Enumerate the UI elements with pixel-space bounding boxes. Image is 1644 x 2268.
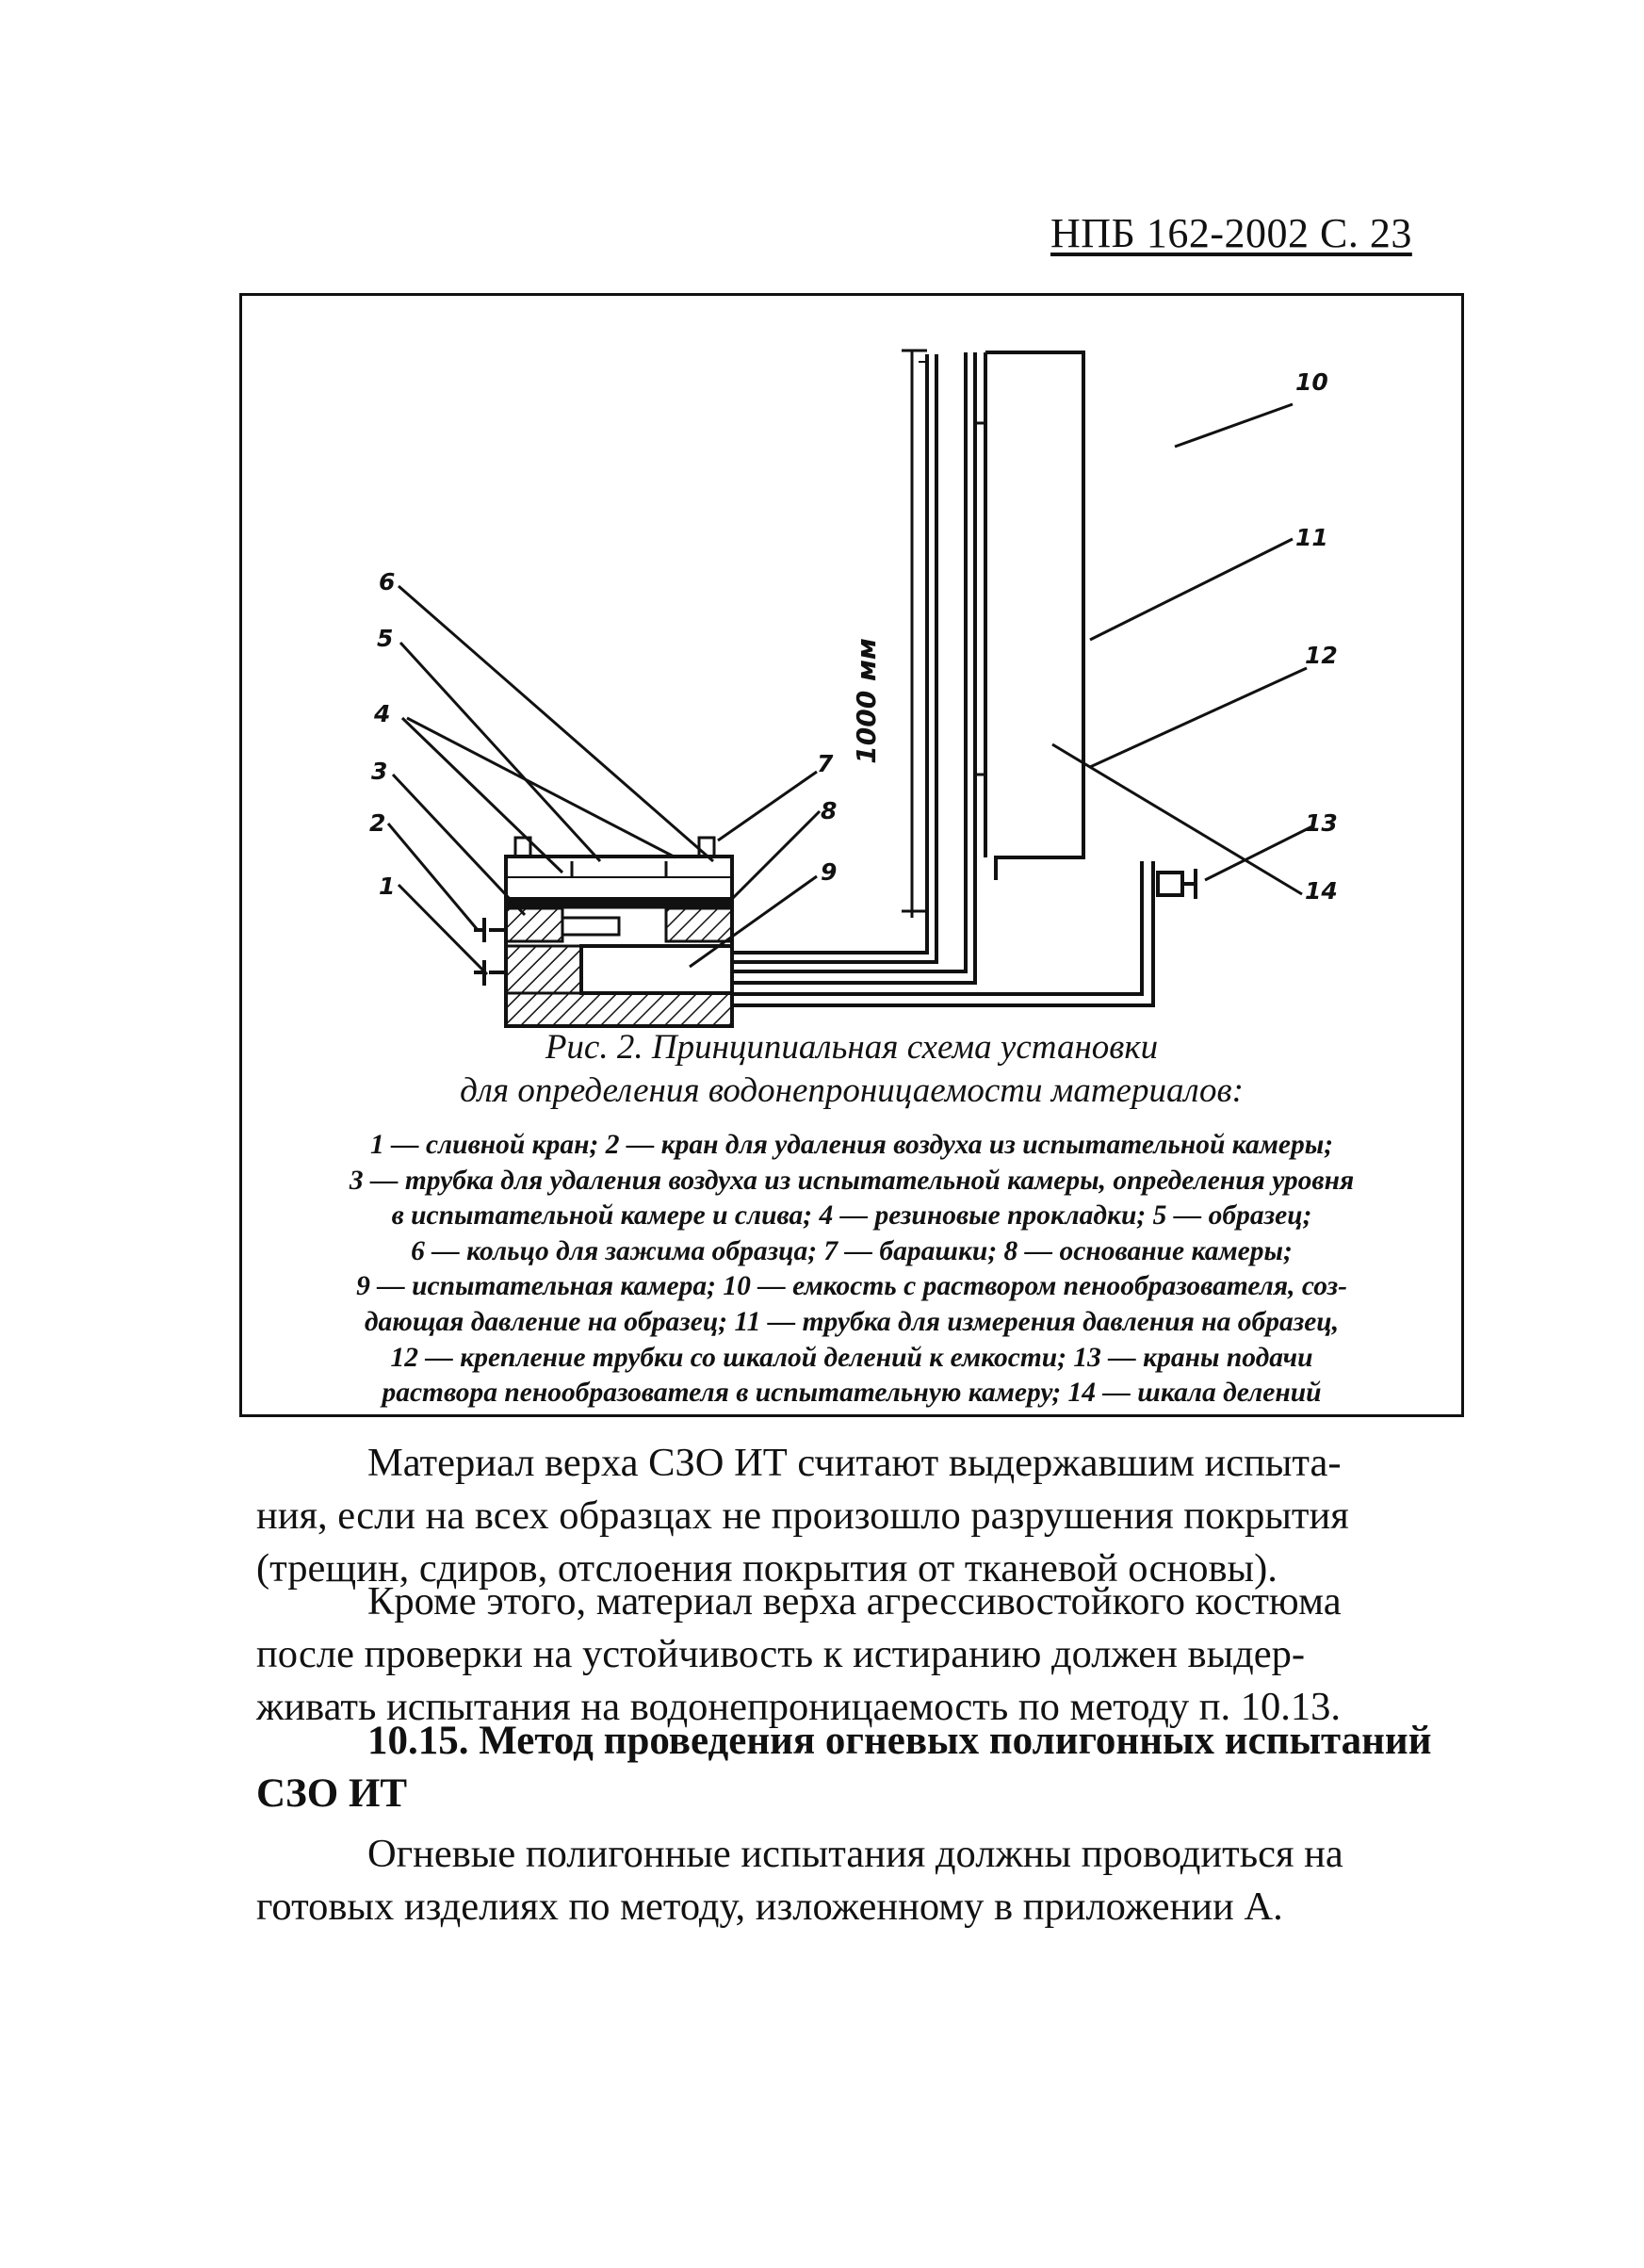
paragraph-3 <box>256 1828 1434 1934</box>
callout-6: 6 <box>379 568 396 596</box>
paragraph-line: Огневые полигонные испытания должны проводиться на <box>367 1832 1343 1876</box>
callout-12: 12 <box>1305 642 1338 669</box>
callout-14: 14 <box>1305 877 1338 905</box>
callout-1: 1 <box>379 873 396 900</box>
callout-10: 10 <box>1295 368 1328 396</box>
foam-solution-tank-10 <box>975 352 1083 880</box>
callout-13: 13 <box>1305 809 1338 837</box>
paragraph-2 <box>256 1575 1434 1734</box>
legend-line: 6 — кольцо для зажима образца; 7 — барашки; 8 — основание камеры; <box>411 1235 1293 1266</box>
callout-7: 7 <box>817 750 834 777</box>
paragraph-line: после проверки на устойчивость к истиранию должен выдер- <box>256 1632 1306 1676</box>
legend-line: 3 — трубка для удаления воздуха из испытательной камеры, определения уровня <box>349 1165 1355 1196</box>
callout-4: 4 <box>374 700 391 727</box>
callout-9: 9 <box>821 858 838 886</box>
supply-valve-13 <box>1158 869 1196 899</box>
legend-line: в испытательной камере и слива; 4 — резиновые прокладки; 5 — образец; <box>391 1200 1312 1232</box>
figure-caption <box>242 1026 1461 1113</box>
legend-line: дающая давление на образец; 11 — трубка для измерения давления на образец, <box>364 1306 1340 1337</box>
callout-3: 3 <box>371 758 388 785</box>
figure-legend <box>261 1128 1442 1411</box>
paragraph-line: готовых изделиях по методу, изложенному в приложении А. <box>256 1885 1283 1929</box>
legend-line: 1 — сливной кран; 2 — кран для удаления воздуха из испытательной камеры; <box>369 1130 1334 1160</box>
paragraph-1 <box>256 1437 1434 1595</box>
paragraph-line: живать испытания на водонепроницаемость по методу п. 10.13. <box>256 1685 1342 1729</box>
heading-line: 10.15. Метод проведения огневых полигонных испытаний <box>367 1719 1432 1763</box>
legend-line: раствора пенообразователя в испытательную камеру; 14 — шкала делений <box>382 1378 1322 1409</box>
callout-11: 11 <box>1295 524 1328 551</box>
paragraph-line: Кроме этого, материал верха агрессивостойкого костюма <box>367 1579 1342 1623</box>
figure-frame <box>239 293 1464 1417</box>
paragraph-line: ния, если на всех образцах не произошло разрушения покрытия <box>256 1493 1349 1538</box>
paragraph-line: Материал верха СЗО ИТ считают выдержавшим испыта- <box>367 1441 1342 1485</box>
callout-2: 2 <box>369 809 386 837</box>
chamber-base-8 <box>506 993 732 1026</box>
paragraph-line: (трещин, сдиров, отслоения покрытия от тканевой основы). <box>256 1546 1278 1591</box>
dimension-1000-mm: 1000 мм <box>851 638 882 764</box>
section-heading-10-15 <box>256 1715 1434 1820</box>
apparatus-diagram <box>242 296 1461 1037</box>
test-chamber-assembly <box>506 838 732 1026</box>
legend-line: 9 — испытательная камера; 10 — емкость с раствором пенообразователя, соз- <box>356 1271 1347 1302</box>
page-header: НПБ 162-2002 С. 23 <box>1050 210 1412 256</box>
connecting-pipes <box>732 352 1153 1005</box>
heading-line: СЗО ИТ <box>256 1771 408 1816</box>
measuring-scale-14 <box>902 351 927 918</box>
callout-8: 8 <box>821 797 838 824</box>
callout-5: 5 <box>377 625 394 652</box>
caption-line: для определения водонепроницаемости материалов: <box>460 1071 1244 1110</box>
legend-line: 12 — крепление трубки со шкалой делений к емкости; 13 — краны подачи <box>390 1342 1313 1373</box>
caption-line: Рис. 2. Принципиальная схема установки <box>545 1028 1159 1067</box>
air-release-valve-2 <box>474 918 506 942</box>
